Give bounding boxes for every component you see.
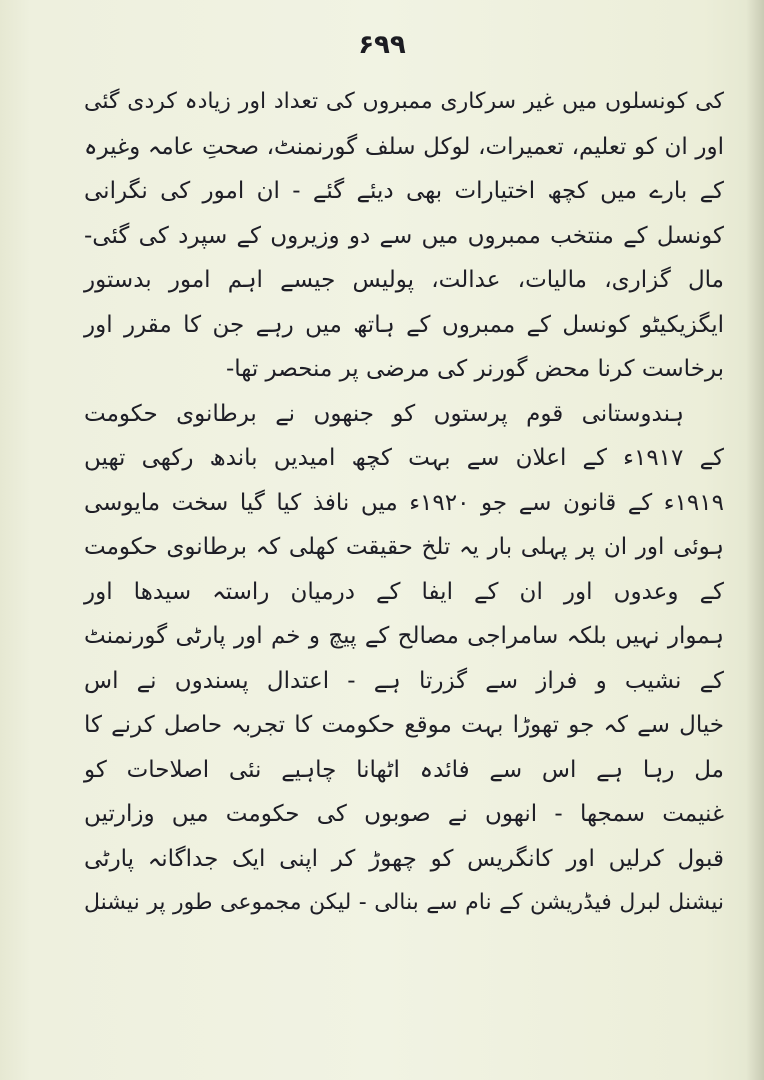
text-line: کونسل کے منتخب ممبروں میں سے دو وزیروں کے سپرد کی گئی- [84, 222, 724, 249]
text-line: برخاست کرنا محض گورنر کی مرضی پر منحصر تھا- [225, 356, 724, 382]
text-line: غنیمت سمجھا - انھوں نے صوبوں کی حکومت میں وزارتیں [84, 801, 724, 827]
text-line: کی کونسلوں میں غیر سرکاری ممبروں کی تعداد اور زیادہ کردی گئی [84, 89, 724, 114]
page-body-text [84, 80, 724, 926]
page-edge-shadow [746, 0, 764, 1080]
text-line-paragraph-start: ہندوستانی قوم پرستوں کو جنھوں نے برطانوی حکومت [84, 400, 684, 427]
text-line: کے نشیب و فراز سے گزرتا ہے - اعتدال پسندوں نے اس [84, 667, 724, 694]
text-line: اور ان کو تعلیم، تعمیرات، لوکل سلف گورنمنٹ، صحتِ عامہ وغیرہ [84, 133, 724, 160]
text-line: مال گزاری، مالیات، عدالت، پولیس جیسے اہم امور بدستور [84, 267, 724, 293]
text-line: کے ۱۹۱۷ء کے اعلان سے بہت کچھ امیدیں باندھ رکھی تھیں [84, 445, 724, 471]
page-number: ۶۹۹ [358, 30, 406, 60]
text-line: قبول کرلیں اور کانگریس کو چھوڑ کر اپنی ایک جداگانہ پارٹی [84, 845, 724, 872]
text-line: ہموار نہیں بلکہ سامراجی مصالح کے پیچ و خم اور پارٹی گورنمنٹ [84, 623, 724, 649]
text-line: خیال سے کہ جو تھوڑا بہت موقع حکومت کا تجربہ حاصل کرنے کا [84, 712, 724, 738]
text-line: ہوئی اور ان پر پہلی بار یہ تلخ حقیقت کھلی کہ برطانوی حکومت [84, 534, 724, 560]
text-line: کے بارے میں کچھ اختیارات بھی دیئے گئے - ان امور کی نگرانی [84, 178, 724, 204]
text-line: کے وعدوں اور ان کے ایفا کے درمیان راستہ سیدھا اور [84, 578, 724, 605]
text-line: نیشنل لبرل فیڈریشن کے نام سے بنالی - لیکن مجموعی طور پر نیشنل [84, 890, 724, 915]
text-line: ایگزیکیٹو کونسل کے ممبروں کے ہاتھ میں رہے جن کا مقرر اور [84, 311, 724, 338]
text-line: مل رہا ہے اس سے فائدہ اٹھانا چاہیے نئی اصلاحات کو [84, 756, 724, 783]
text-line: ۱۹۱۹ء کے قانون سے جو ۱۹۲۰ء میں نافذ کیا گیا سخت مایوسی [84, 489, 724, 516]
